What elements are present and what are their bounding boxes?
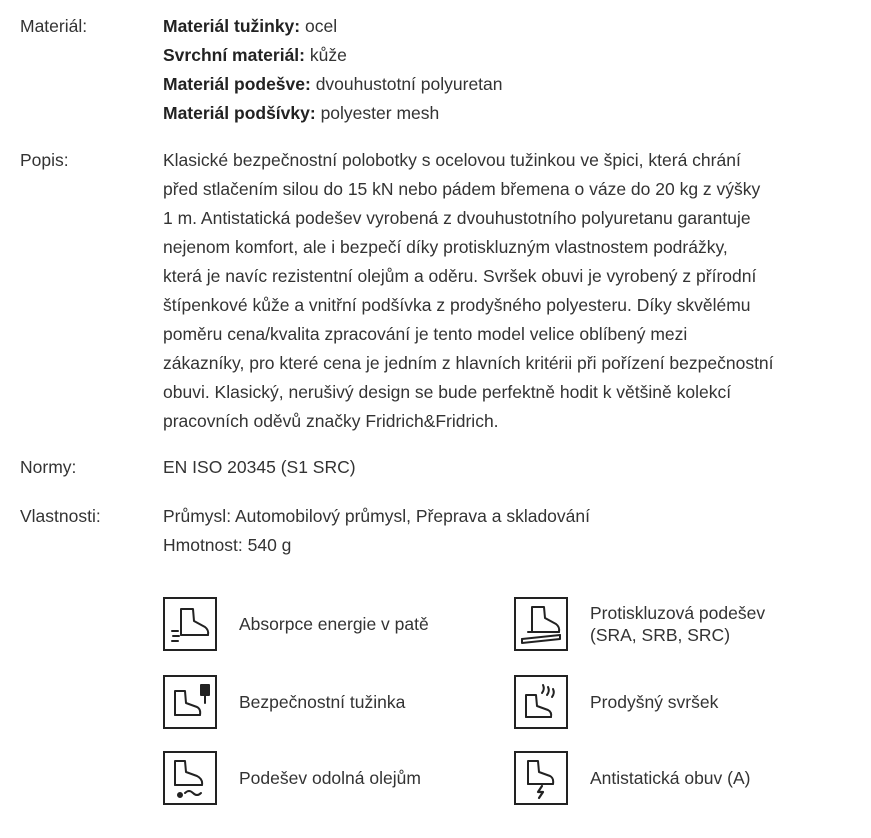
material-item-key: Materiál podšívky: xyxy=(163,103,316,123)
feature-label-line: Podešev odolná olejům xyxy=(239,768,421,788)
anti-slip-sole-icon xyxy=(514,597,568,651)
properties-list xyxy=(163,502,853,560)
properties-line: Hmotnost: 540 g xyxy=(163,535,292,555)
description-line: zákazníky, pro které cena je jedním z hlavních kritérii při pořízení bezpečnostní xyxy=(163,353,774,373)
antistatic-shoe-icon xyxy=(514,751,568,805)
feature-oil-resistant xyxy=(163,751,421,805)
feature-label xyxy=(590,767,750,789)
description-line: poměru cena/kvalita zpracování je tento model velice oblíbený mezi xyxy=(163,324,688,344)
description-text xyxy=(163,146,853,436)
material-item-key: Materiál tužinky: xyxy=(163,16,301,36)
material-item-key: Materiál podešve: xyxy=(163,74,311,94)
oil-resistant-sole-icon xyxy=(163,751,217,805)
material-item-value: ocel xyxy=(305,16,338,36)
description-line: obuvi. Klasický, nerušivý design se bude perfektně hodit k většině kolekcí xyxy=(163,382,732,402)
description-line: Klasické bezpečnostní polobotky s ocelovou tužinkou ve špici, která chrání xyxy=(163,150,741,170)
safety-toecap-icon xyxy=(163,675,217,729)
properties-label: Vlastnosti: xyxy=(20,506,101,526)
feature-label xyxy=(590,691,718,713)
description-line: nejenom komfort, ale i bezpečí díky protiskluzným vlastnostem podrážky, xyxy=(163,237,728,257)
material-item-value: dvouhustotní polyuretan xyxy=(315,74,503,94)
standards-label: Normy: xyxy=(20,457,77,477)
feature-antistatic xyxy=(514,751,750,805)
feature-label-line: Prodyšný svršek xyxy=(590,692,719,712)
feature-label-line: Antistatická obuv (A) xyxy=(590,768,751,788)
material-item xyxy=(163,41,853,70)
material-item-key: Svrchní materiál: xyxy=(163,45,305,65)
feature-label xyxy=(239,767,421,789)
description-line: která je navíc rezistentní olejům a oděru. Svršek obuvi je vyrobený z přírodní xyxy=(163,266,757,286)
material-item-value: polyester mesh xyxy=(320,103,440,123)
feature-label-line: (SRA, SRB, SRC) xyxy=(590,625,731,645)
feature-anti-slip xyxy=(514,597,765,651)
standards-value: EN ISO 20345 (S1 SRC) xyxy=(163,457,356,477)
feature-label xyxy=(239,691,405,713)
feature-shock-absorption xyxy=(163,597,429,651)
breathable-upper-icon xyxy=(514,675,568,729)
material-item xyxy=(163,12,853,41)
material-item xyxy=(163,70,853,99)
description-line: před stlačením silou do 15 kN nebo pádem břemena o váze do 20 kg z výšky xyxy=(163,179,761,199)
feature-label xyxy=(239,613,429,635)
shock-absorbing-heel-icon xyxy=(163,597,217,651)
description-line: štípenkové kůže a vnitřní podšívka z prodyšného polyesteru. Díky skvělému xyxy=(163,295,751,315)
description-line: pracovních oděvů značky Fridrich&Fridrich. xyxy=(163,411,499,431)
properties-line: Průmysl: Automobilový průmysl, Přeprava a skladování xyxy=(163,506,590,526)
material-item-value: kůže xyxy=(309,45,347,65)
feature-safety-toecap xyxy=(163,675,405,729)
description-label: Popis: xyxy=(20,150,69,170)
feature-label-line: Absorpce energie v patě xyxy=(239,614,429,634)
description-line: 1 m. Antistatická podešev vyrobená z dvouhustotního polyuretanu garantuje xyxy=(163,208,751,228)
feature-label-line: Bezpečnostní tužinka xyxy=(239,692,406,712)
feature-label xyxy=(590,602,765,646)
feature-breathable xyxy=(514,675,718,729)
material-label: Materiál: xyxy=(20,16,88,36)
material-list xyxy=(163,12,853,128)
feature-label-line: Protiskluzová podešev xyxy=(590,603,766,623)
material-item xyxy=(163,99,853,128)
